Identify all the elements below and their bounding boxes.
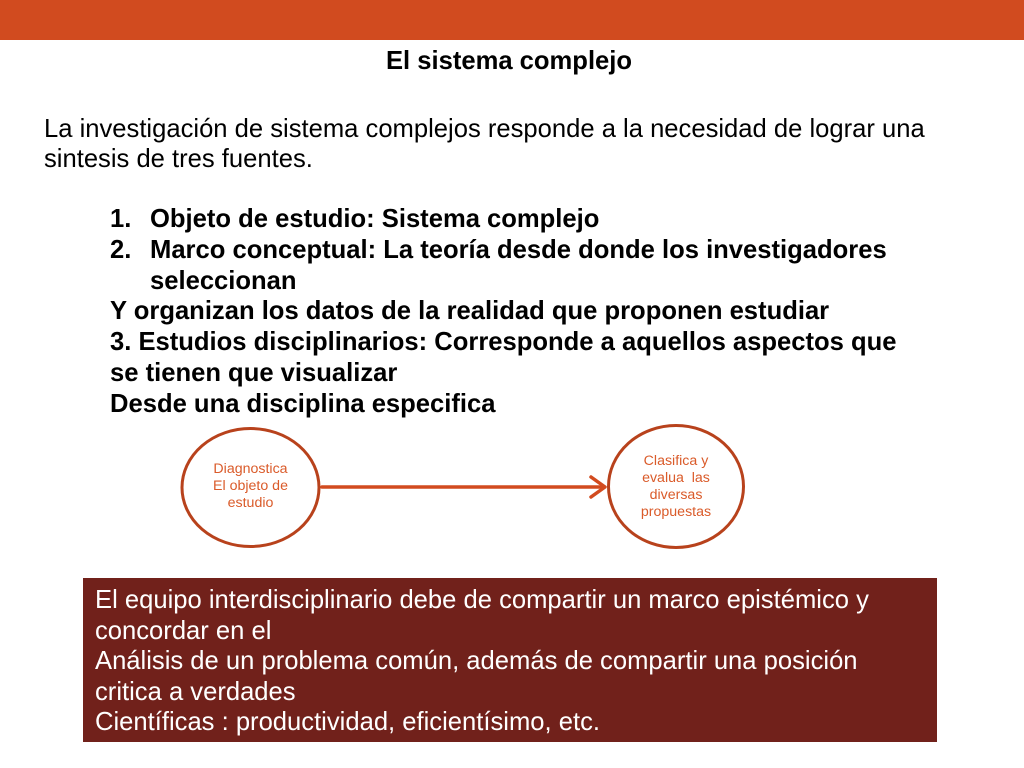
list-item-line: seleccionan xyxy=(150,266,297,295)
sources-list xyxy=(110,204,897,420)
node-clasifica-label xyxy=(607,453,745,521)
node-label-line: Clasifica y xyxy=(643,453,709,469)
list-item-text xyxy=(150,235,887,297)
node-label-line: evalua las xyxy=(642,470,710,486)
slide-title: El sistema complejo xyxy=(385,47,633,75)
list-item-number: 1. xyxy=(110,205,132,233)
note-line: Análisis de un problema común, además de compartir una posición xyxy=(95,647,858,676)
list-item-line: Objeto de estudio: Sistema complejo xyxy=(150,205,600,233)
node-label-line: Diagnostica xyxy=(213,461,288,477)
list-continuation-line: Y organizan los datos de la realidad que proponen estudiar xyxy=(110,297,830,326)
list-item-number: 2. xyxy=(110,235,132,264)
list-item xyxy=(110,235,897,297)
list-item-text xyxy=(150,204,599,235)
intro-line: sintesis de tres fuentes. xyxy=(44,145,313,174)
accent-bar xyxy=(0,0,1024,40)
intro-line: La investigación de sistema complejos responde a la necesidad de lograr una xyxy=(44,115,925,143)
intro-paragraph xyxy=(44,114,925,175)
node-label-line: diversas xyxy=(649,487,703,503)
list-item xyxy=(110,204,897,235)
note-line: Científicas : productividad, eficientísimo, etc. xyxy=(95,708,600,737)
list-item-line: Marco conceptual: La teoría desde donde los investigadores xyxy=(150,235,887,264)
node-label-line: propuestas xyxy=(640,504,712,520)
node-label-line: estudio xyxy=(227,495,274,511)
interdisciplinary-note-box xyxy=(83,578,937,742)
list-continuation-line: Desde una disciplina especifica xyxy=(110,389,496,418)
list-continuation-line: 3. Estudios disciplinarios: Corresponde a aquellos aspectos que xyxy=(110,328,897,357)
node-label-line: El objeto de xyxy=(213,478,288,494)
note-line: concordar en el xyxy=(95,616,272,645)
node-diagnostica-label xyxy=(180,461,321,512)
note-line: El equipo interdisciplinario debe de compartir un marco epistémico y xyxy=(95,586,869,614)
list-continuation-line: se tienen que visualizar xyxy=(110,358,398,387)
note-line: critica a verdades xyxy=(95,677,296,706)
